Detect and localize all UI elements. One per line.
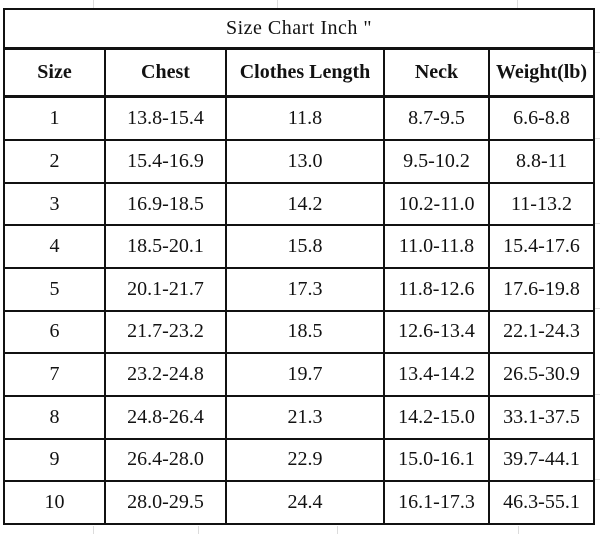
column-header-weight: Weight(lb) xyxy=(489,49,594,97)
margin-gridline xyxy=(93,526,94,534)
table-cell: 5 xyxy=(4,268,105,311)
table-row xyxy=(4,481,594,524)
table-cell: 7 xyxy=(4,353,105,396)
table-cell: 2 xyxy=(4,140,105,183)
table-cell: 16.9-18.5 xyxy=(105,183,226,226)
margin-gridline xyxy=(198,526,199,534)
table-cell: 14.2-15.0 xyxy=(384,396,489,439)
table-row xyxy=(4,225,594,268)
table-cell: 33.1-37.5 xyxy=(489,396,594,439)
table-cell: 15.8 xyxy=(226,225,384,268)
table-cell: 46.3-55.1 xyxy=(489,481,594,524)
table-cell: 39.7-44.1 xyxy=(489,439,594,482)
table-cell: 28.0-29.5 xyxy=(105,481,226,524)
table-cell: 18.5 xyxy=(226,311,384,354)
column-header-chest: Chest xyxy=(105,49,226,97)
table-cell: 19.7 xyxy=(226,353,384,396)
table-cell: 15.4-16.9 xyxy=(105,140,226,183)
table-cell: 8 xyxy=(4,396,105,439)
table-cell: 26.4-28.0 xyxy=(105,439,226,482)
table-cell: 13.0 xyxy=(226,140,384,183)
margin-gridline xyxy=(93,0,94,8)
table-cell: 26.5-30.9 xyxy=(489,353,594,396)
table-row xyxy=(4,353,594,396)
table-cell: 10 xyxy=(4,481,105,524)
margin-gridline xyxy=(517,0,518,8)
title-row xyxy=(4,9,594,49)
table-cell: 13.4-14.2 xyxy=(384,353,489,396)
table-cell: 13.8-15.4 xyxy=(105,97,226,141)
table-cell: 20.1-21.7 xyxy=(105,268,226,311)
table-cell: 10.2-11.0 xyxy=(384,183,489,226)
margin-gridline xyxy=(518,526,519,534)
table-cell: 21.3 xyxy=(226,396,384,439)
table-row xyxy=(4,140,594,183)
table-body xyxy=(4,97,594,525)
table-cell: 9 xyxy=(4,439,105,482)
table-cell: 15.0-16.1 xyxy=(384,439,489,482)
table-row xyxy=(4,97,594,141)
table-cell: 8.8-11 xyxy=(489,140,594,183)
table-cell: 14.2 xyxy=(226,183,384,226)
table-cell: 11.8-12.6 xyxy=(384,268,489,311)
table-cell: 22.9 xyxy=(226,439,384,482)
header-row xyxy=(4,49,594,97)
margin-gridline xyxy=(277,0,278,8)
table-cell: 8.7-9.5 xyxy=(384,97,489,141)
table-cell: 9.5-10.2 xyxy=(384,140,489,183)
table-row xyxy=(4,268,594,311)
table-cell: 11.8 xyxy=(226,97,384,141)
table-row xyxy=(4,183,594,226)
table-cell: 24.8-26.4 xyxy=(105,396,226,439)
table-cell: 11.0-11.8 xyxy=(384,225,489,268)
table-title: Size Chart Inch " xyxy=(4,9,594,49)
table-cell: 18.5-20.1 xyxy=(105,225,226,268)
table-row xyxy=(4,311,594,354)
column-header-neck: Neck xyxy=(384,49,489,97)
table-cell: 17.6-19.8 xyxy=(489,268,594,311)
table-row xyxy=(4,396,594,439)
table-cell: 22.1-24.3 xyxy=(489,311,594,354)
margin-gridline xyxy=(337,526,338,534)
table-cell: 15.4-17.6 xyxy=(489,225,594,268)
table-cell: 1 xyxy=(4,97,105,141)
table-cell: 21.7-23.2 xyxy=(105,311,226,354)
table-cell: 24.4 xyxy=(226,481,384,524)
table-cell: 3 xyxy=(4,183,105,226)
size-chart-table xyxy=(3,8,595,525)
column-header-size: Size xyxy=(4,49,105,97)
table-cell: 6.6-8.8 xyxy=(489,97,594,141)
table-cell: 16.1-17.3 xyxy=(384,481,489,524)
table-cell: 6 xyxy=(4,311,105,354)
table-cell: 11-13.2 xyxy=(489,183,594,226)
table-row xyxy=(4,439,594,482)
table-cell: 17.3 xyxy=(226,268,384,311)
table-cell: 12.6-13.4 xyxy=(384,311,489,354)
table-cell: 23.2-24.8 xyxy=(105,353,226,396)
column-header-clothes-length: Clothes Length xyxy=(226,49,384,97)
table-cell: 4 xyxy=(4,225,105,268)
